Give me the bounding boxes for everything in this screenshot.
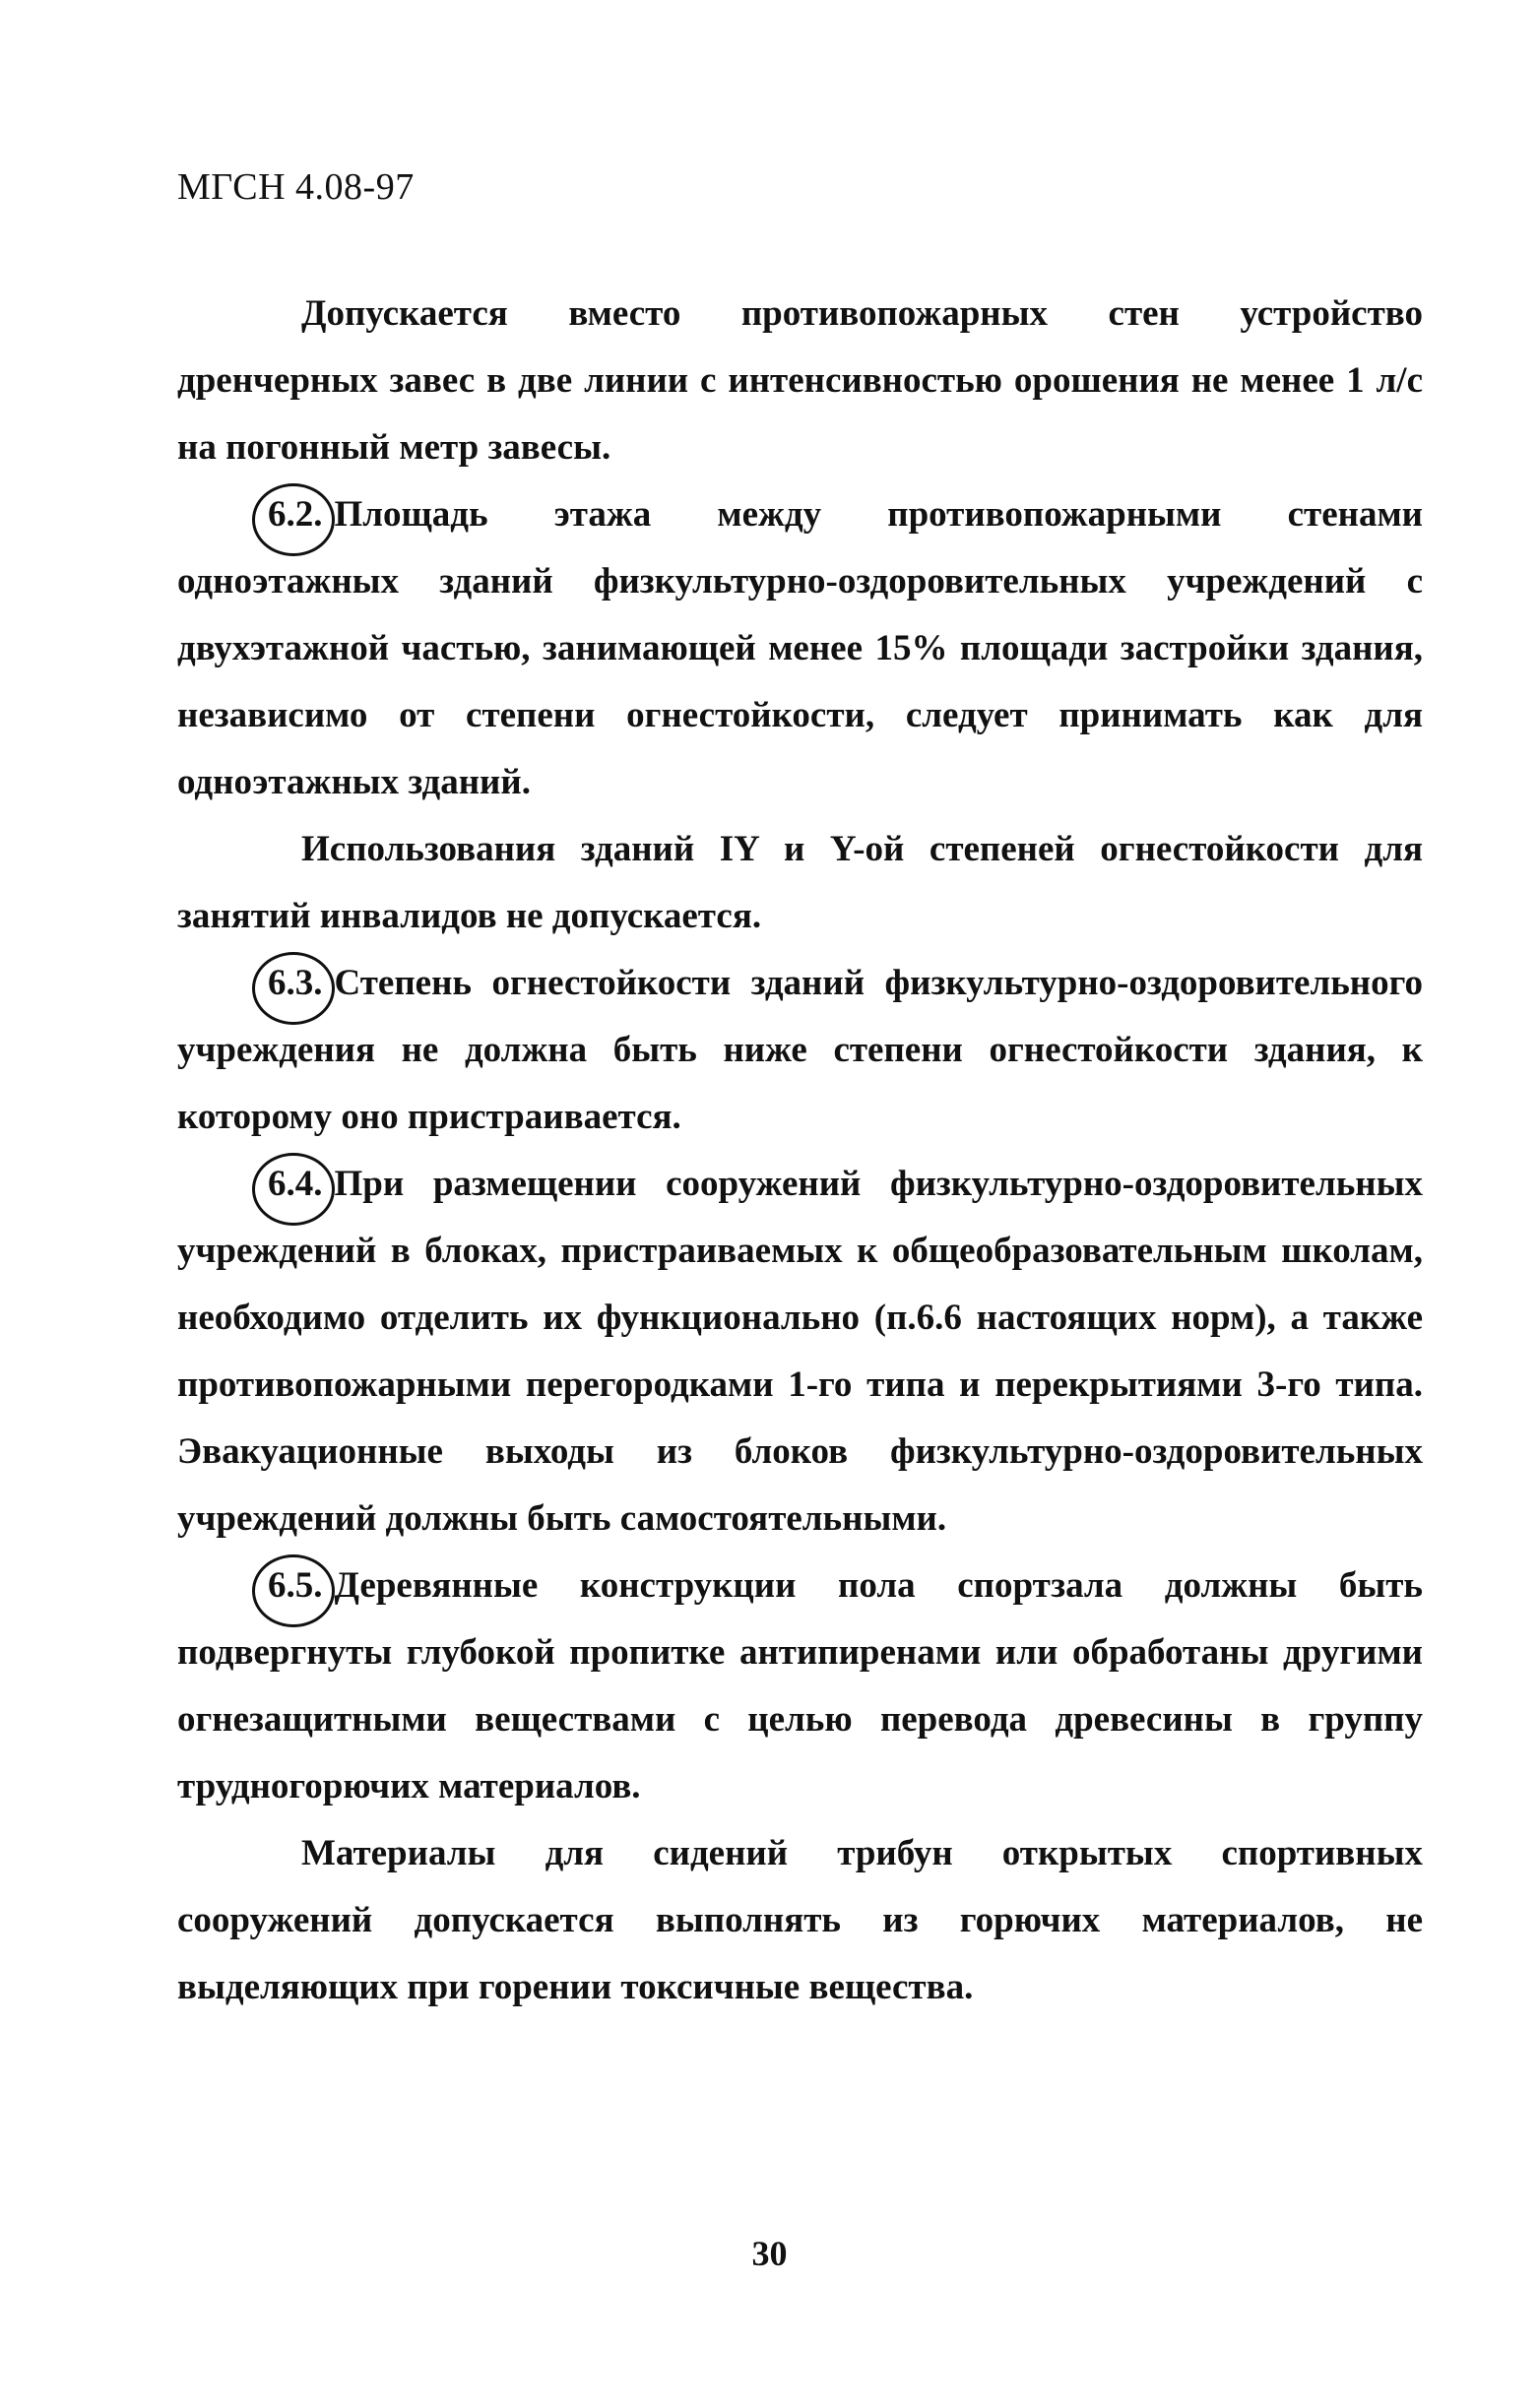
clause-6-5 bbox=[177, 1553, 1423, 1820]
clause-6-2 bbox=[177, 481, 1423, 816]
clause-number: 6.2. bbox=[262, 481, 329, 548]
document-code: МГСН 4.08-97 bbox=[177, 166, 415, 208]
clause-6-4 bbox=[177, 1151, 1423, 1553]
paragraph-text: Допускается вместо противопожарных стен устройство дренчерных завес в две линии с интенсивностью орошения не менее 1 л/с на погонный метр завесы. bbox=[177, 293, 1423, 468]
paragraph bbox=[177, 1820, 1423, 2021]
paragraph-text: При размещении сооружений физкультурно-оздоровительных учреждений в блоках, пристраиваемых к общеобразовательным школам, необходимо отделить их функционально (п.6.6 настоящих норм), а также противопожарными перегородками 1-го типа и перекрытиями 3-го типа. Эвакуационные выходы из блоков физкультурно-оздоровительных учреждений должны быть самостоятельными. bbox=[177, 1164, 1423, 1539]
clause-number: 6.3. bbox=[262, 950, 329, 1017]
paragraph-text: Материалы для сидений трибун открытых спортивных сооружений допускается выполнять из горючих материалов, не выделяющих при горении токсичные вещества. bbox=[177, 1833, 1423, 2007]
paragraph-text: Использования зданий IY и Y-ой степеней огнестойкости для занятий инвалидов не допускается. bbox=[177, 829, 1423, 936]
paragraph bbox=[177, 281, 1423, 481]
paragraph bbox=[177, 816, 1423, 950]
paragraph-text: Степень огнестойкости зданий физкультурно-оздоровительного учреждения не должна быть ниже степени огнестойкости здания, к которому оно пристраивается. bbox=[177, 963, 1423, 1137]
clause-6-3 bbox=[177, 950, 1423, 1151]
clause-number: 6.5. bbox=[262, 1553, 329, 1619]
paragraph-text: Площадь этажа между противопожарными стенами одноэтажных зданий физкультурно-оздоровительных учреждений с двухэтажной частью, занимающей менее 15% площади застройки здания, независимо от степени огнестойкости, следует принимать как для одноэтажных зданий. bbox=[177, 494, 1423, 802]
clause-number: 6.4. bbox=[262, 1151, 329, 1218]
body-text bbox=[177, 281, 1423, 2021]
page-number: 30 bbox=[751, 2234, 788, 2273]
paragraph-text: Деревянные конструкции пола спортзала должны быть подвергнуты глубокой пропитке антипиренами или обработаны другими огнезащитными веществами с целью перевода древесины в группу трудногорючих материалов. bbox=[177, 1565, 1423, 1806]
